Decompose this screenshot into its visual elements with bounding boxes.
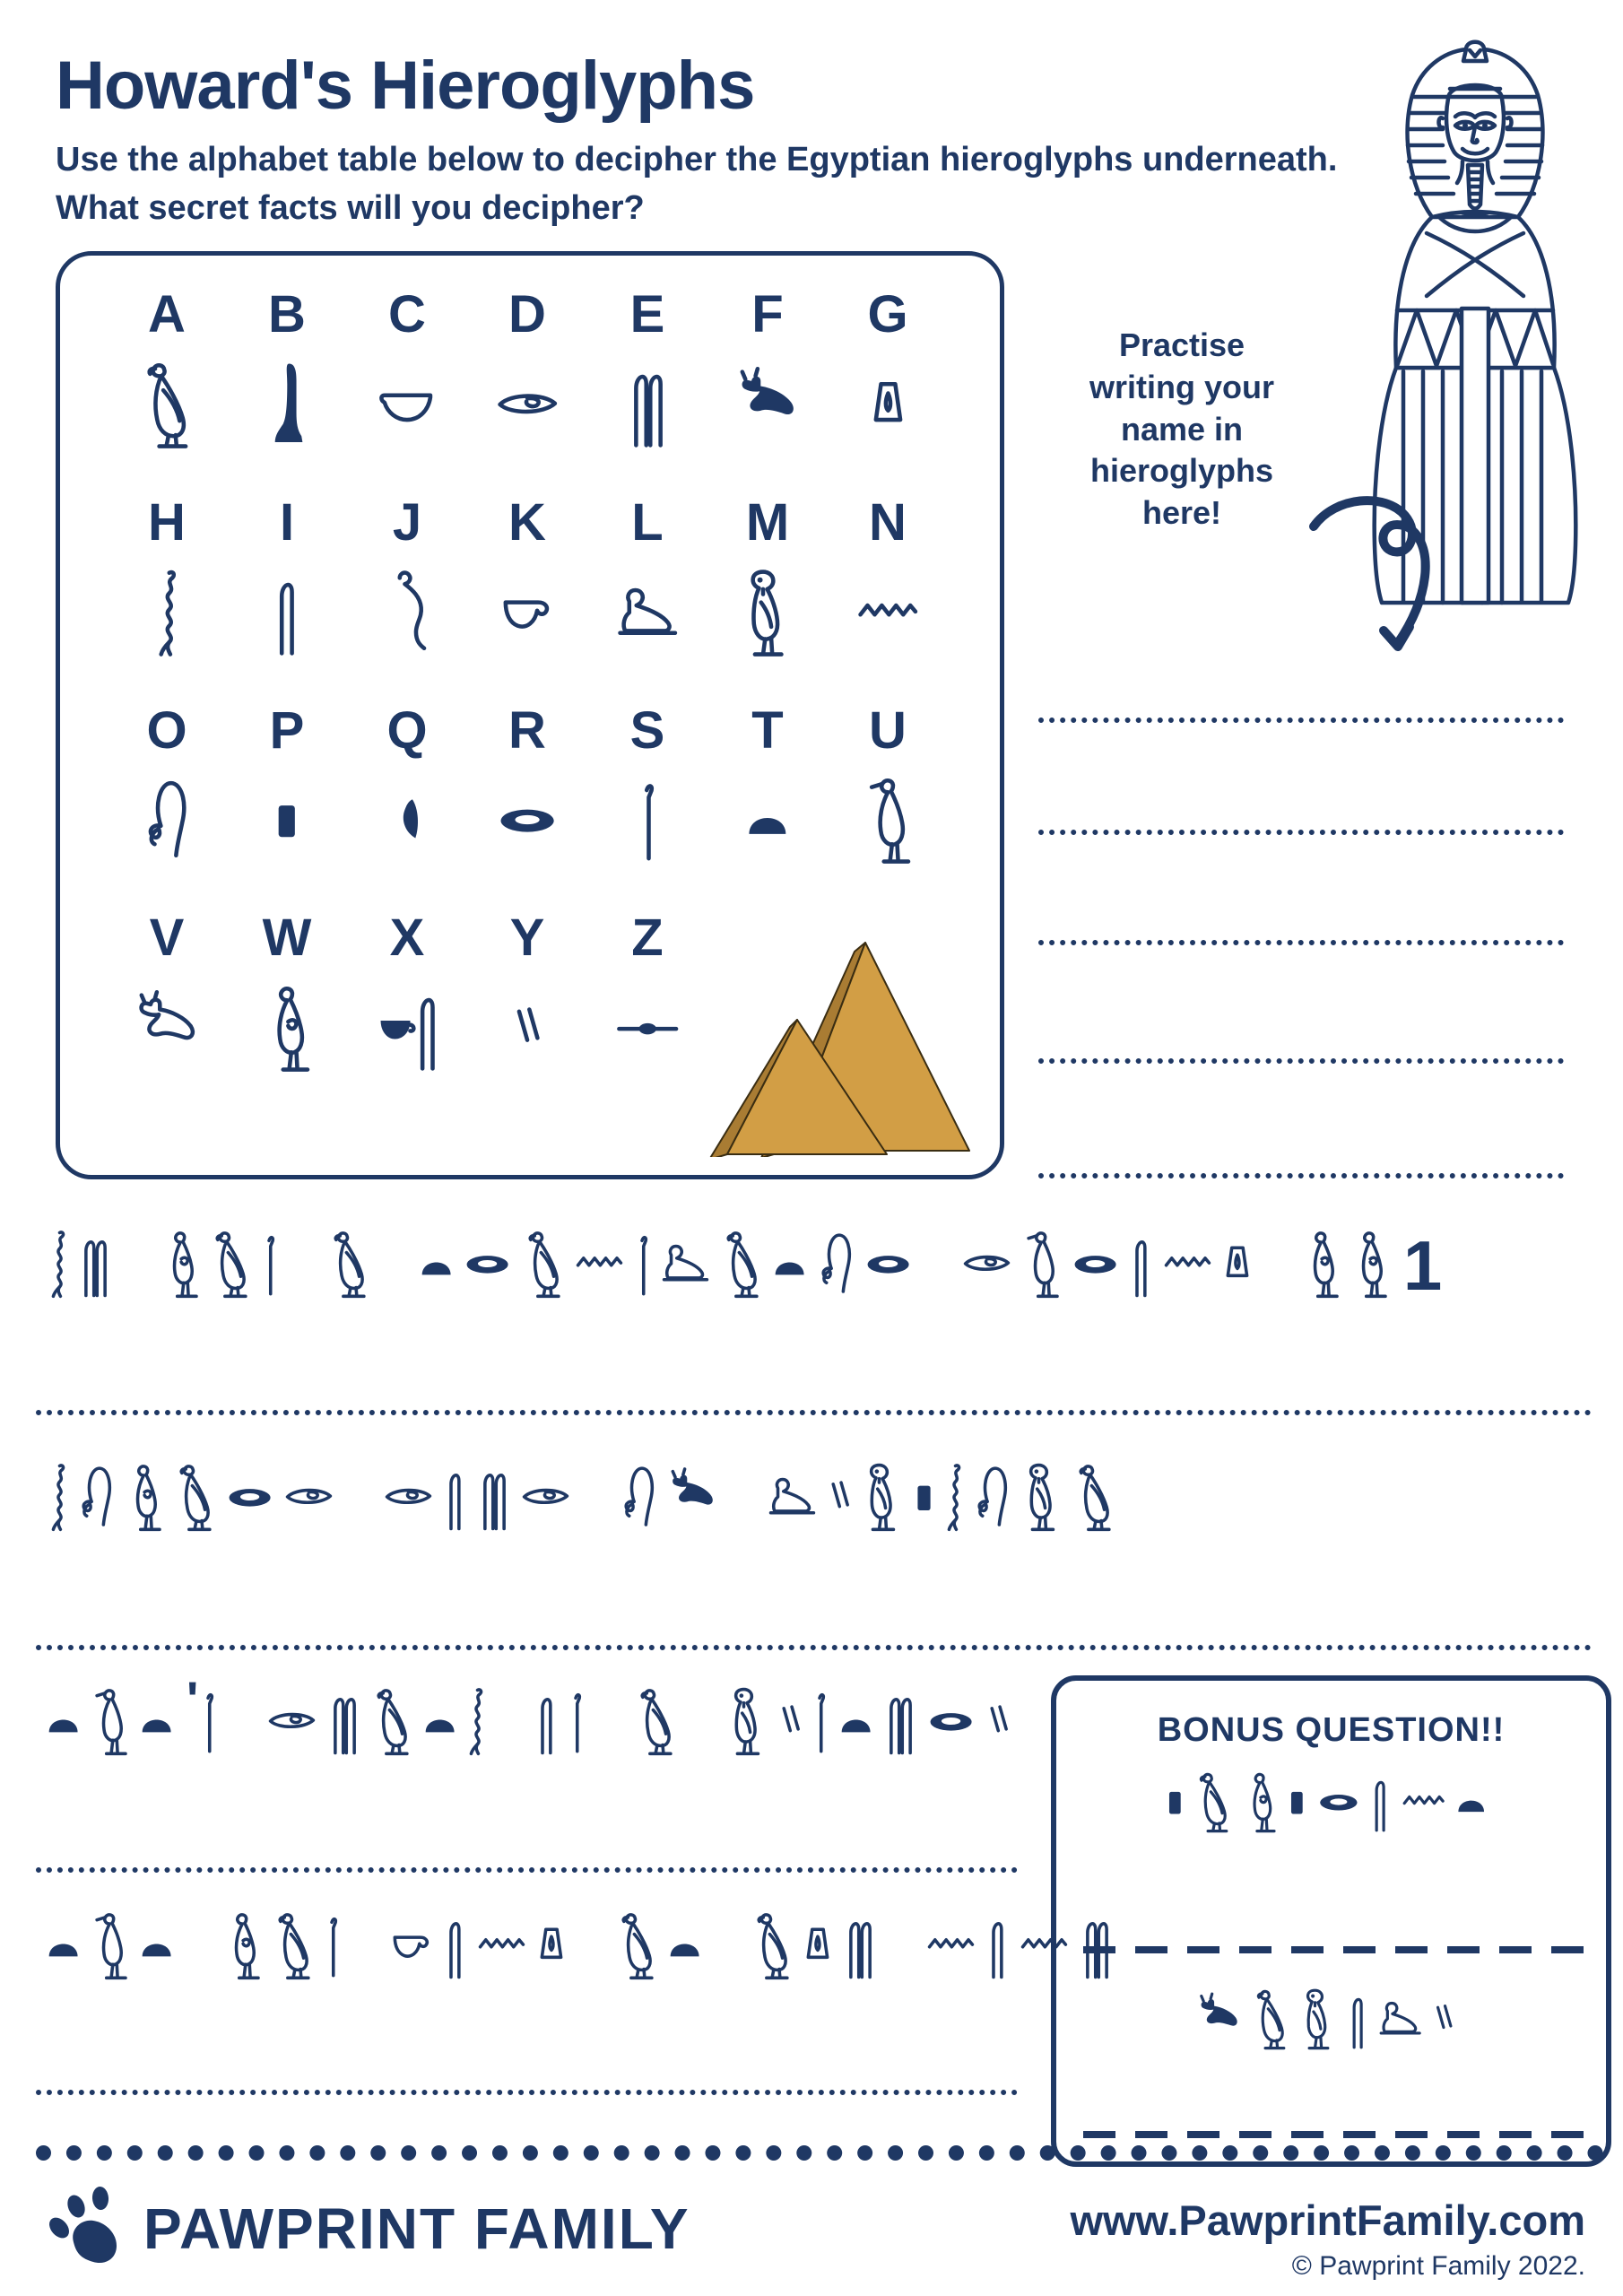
reed-hieroglyph-icon [1348,1987,1367,2050]
alphabet-letter: V [149,909,185,968]
mouth-hieroglyph-icon [497,775,558,865]
alphabet-letter: D [508,285,546,344]
loaf-hieroglyph-icon [1456,1770,1486,1833]
water-hieroglyph-icon [575,1229,624,1299]
alphabet-glyph [707,566,828,657]
alphabet-letter: K [508,492,546,552]
curved-arrow-icon [1305,489,1484,677]
alphabet-cell-Q [347,702,467,865]
answer-line-1 [36,1410,1592,1415]
reed-hieroglyph-icon [273,568,301,657]
answer-line-2 [36,1645,1592,1650]
hand-hieroglyph-icon [284,1462,334,1532]
alphabet-letter: P [269,700,305,760]
bonus-title: BONUS QUESTION!! [1157,1711,1506,1749]
mouth-hieroglyph-icon [464,1229,511,1299]
alphabet-cell-K [467,494,587,657]
copyright-text: © Pawprint Family 2022. [1291,2251,1585,2281]
name-practice-line-5 [1038,1173,1564,1178]
alphabet-letter: F [751,285,784,344]
website-url: www.PawprintFamily.com [1070,2196,1585,2244]
alphabet-glyph [467,981,587,1073]
chick-hieroglyph-icon [125,1462,163,1532]
brand-logo-text: PAWPRINT FAMILY [143,2196,690,2261]
rope-hieroglyph-icon [945,1462,963,1532]
bonus-question-box [1051,1675,1611,2167]
hand-hieroglyph-icon [267,1686,317,1756]
reed-hieroglyph-icon [444,1462,466,1532]
lion-hieroglyph-icon [616,568,679,657]
alphabet-letter: Y [509,909,545,968]
quail-hieroglyph-icon [91,1910,129,1980]
alphabet-glyph [587,358,707,449]
pyramids-illustration [704,937,973,1157]
alphabet-glyph [107,566,227,657]
vulture-hieroglyph-icon [635,1686,676,1756]
quail-hieroglyph-icon [91,1686,129,1756]
jar-stand-hieroglyph-icon [803,1910,832,1980]
loaf-hieroglyph-icon [746,775,789,865]
hieroglyph-puzzle-line-2 [49,1460,1125,1532]
instructions [56,136,1454,233]
alphabet-letter: H [148,492,186,552]
double-reed-hieroglyph-icon [327,1686,360,1756]
viper-outline-hieroglyph-icon [135,983,198,1073]
water-hieroglyph-icon [856,568,919,657]
alphabet-glyph [347,773,467,865]
bonus-hieroglyph-line-2 [1056,1984,1606,2050]
numeral-1: 1 [1402,1225,1443,1305]
alphabet-glyph [707,358,828,449]
practise-note: Practise writing your name in hieroglyphs here! [1089,326,1274,532]
alphabet-letter: L [631,492,664,552]
alphabet-letter: U [869,700,907,760]
vulture-hieroglyph-icon [1252,1987,1289,2050]
lasso-hieroglyph-icon [143,775,190,865]
double-reed-hieroglyph-icon [78,1229,111,1299]
alphabet-cell-W [227,909,347,1073]
vulture-hieroglyph-icon [140,360,193,449]
name-practice-line-4 [1038,1058,1564,1064]
hieroglyph-puzzle-line-4 [47,1909,1124,1980]
alphabet-letter: B [268,285,306,344]
alphabet-letter: G [867,285,908,344]
owl-hieroglyph-icon [1021,1462,1063,1532]
reed-hieroglyph-icon [444,1910,466,1980]
alphabet-glyph [587,773,707,865]
loaf-hieroglyph-icon [140,1910,173,1980]
owl-hieroglyph-icon [726,1686,768,1756]
strokes-hieroglyph-icon [778,1686,803,1756]
alphabet-glyph [107,358,227,449]
alphabet-cell-F [707,286,828,449]
alphabet-glyph [828,773,948,865]
lion-hieroglyph-icon [1378,1987,1422,2050]
foot-hieroglyph-icon [270,360,305,449]
alphabet-cell-H [107,494,227,657]
cloth-hieroglyph-icon [812,1686,829,1756]
bonus-answer-line-1 [1083,1946,1585,1953]
answer-line-4 [36,2090,1018,2095]
name-practice-line-1 [1038,718,1564,723]
alphabet-glyph [467,773,587,865]
lasso-hieroglyph-icon [621,1462,657,1532]
alphabet-letter: Z [631,909,664,968]
alphabet-cell-R [467,702,587,865]
lasso-hieroglyph-icon [974,1462,1011,1532]
alphabet-glyph [467,358,587,449]
strokes-hieroglyph-icon [512,983,542,1073]
hand-hieroglyph-icon [521,1462,570,1532]
bowl-reed-hieroglyph-icon [377,983,438,1073]
alphabet-glyph [347,358,467,449]
cloth-hieroglyph-icon [638,775,658,865]
alphabet-letter: S [629,700,665,760]
alphabet-glyph [587,566,707,657]
stool-hieroglyph-icon [914,1462,934,1532]
alphabet-glyph [828,566,948,657]
strokes-hieroglyph-icon [986,1686,1011,1756]
stool-hieroglyph-icon [273,775,300,865]
strokes-hieroglyph-icon [828,1462,852,1532]
alphabet-glyph [347,981,467,1073]
alphabet-cell-V [107,909,227,1073]
viper-hieroglyph-icon [668,1462,717,1532]
viper-hieroglyph-icon [736,360,799,449]
reed-hieroglyph-icon [1370,1770,1390,1833]
cloth-hieroglyph-icon [262,1229,278,1299]
alphabet-letter: J [392,492,422,552]
alphabet-row [107,702,1000,865]
alphabet-glyph [227,358,347,449]
jar-stand-hieroglyph-icon [870,360,907,449]
slope-hieroglyph-icon [391,775,423,865]
vulture-hieroglyph-icon [1194,1770,1231,1833]
rope-hieroglyph-icon [49,1462,67,1532]
vulture-hieroglyph-icon [721,1229,762,1299]
alphabet-cell-Z [587,909,707,1073]
strokes-hieroglyph-icon [1433,1987,1454,2050]
stool-hieroglyph-icon [1166,1770,1185,1833]
hieroglyph-puzzle-line-1 [49,1225,1443,1305]
chick-hieroglyph-icon [263,983,312,1073]
instructions-line-1: Use the alphabet table below to decipher the Egyptian hieroglyphs underneath. [56,141,1338,178]
rope-hieroglyph-icon [49,1229,67,1299]
alphabet-cell-N [828,494,948,657]
alphabet-letter: Q [386,700,428,760]
reed-hieroglyph-icon [535,1686,558,1756]
page-title: Howard's Hieroglyphs [56,48,755,124]
alphabet-cell-G [828,286,948,449]
cup-hieroglyph-icon [499,568,554,657]
chick-hieroglyph-icon [161,1229,200,1299]
double-reed-hieroglyph-icon [883,1686,916,1756]
alphabet-row [107,494,1000,657]
alphabet-cell-P [227,702,347,865]
alphabet-letter: M [745,492,790,552]
alphabet-cell-Y [467,909,587,1073]
alphabet-letter: R [508,700,546,760]
alphabet-letter: A [148,285,186,344]
double-reed-hieroglyph-icon [626,360,669,449]
loaf-hieroglyph-icon [839,1686,872,1756]
lasso-hieroglyph-icon [818,1229,855,1299]
alphabet-letter: X [389,909,425,968]
alphabet-glyph [227,981,347,1073]
alphabet-cell-L [587,494,707,657]
mouth-hieroglyph-icon [1317,1770,1360,1833]
alphabet-cell-M [707,494,828,657]
alphabet-cell-A [107,286,227,449]
alphabet-cell-I [227,494,347,657]
alphabet-glyph [828,358,948,449]
vulture-hieroglyph-icon [523,1229,564,1299]
cloth-hieroglyph-icon [635,1229,651,1299]
vulture-hieroglyph-icon [174,1462,215,1532]
hieroglyph-puzzle-line-3 [47,1671,1020,1756]
vulture-hieroglyph-icon [210,1229,251,1299]
bonus-answer-line-2 [1083,2131,1585,2138]
alphabet-glyph [587,981,707,1073]
instructions-line-2: What secret facts will you decipher? [56,188,645,227]
answer-line-3 [36,1867,1018,1873]
cloth-hieroglyph-icon [325,1910,341,1980]
stool-hieroglyph-icon [1288,1770,1306,1833]
vulture-hieroglyph-icon [1073,1462,1115,1532]
alphabet-letter: N [869,492,907,552]
bolt-hieroglyph-icon [616,983,679,1073]
alphabet-letter: T [751,700,784,760]
name-practice-line-3 [1038,940,1564,945]
double-reed-hieroglyph-icon [843,1910,876,1980]
quail-hieroglyph-icon [864,775,913,865]
bonus-hieroglyph-line-1 [1056,1767,1606,1833]
water-hieroglyph-icon [1163,1229,1212,1299]
water-hieroglyph-icon [477,1910,526,1980]
water-hieroglyph-icon [926,1910,976,1980]
loaf-hieroglyph-icon [668,1910,701,1980]
alphabet-table [56,251,1004,1179]
alphabet-cell-O [107,702,227,865]
jar-stand-hieroglyph-icon [537,1910,566,1980]
owl-hieroglyph-icon [741,568,794,657]
jar-stand-hieroglyph-icon [1223,1229,1252,1299]
vulture-hieroglyph-icon [371,1686,412,1756]
dotted-divider [36,2145,1603,2161]
alphabet-cell-S [587,702,707,865]
vulture-hieroglyph-icon [273,1910,314,1980]
alphabet-letter: I [279,492,295,552]
lasso-hieroglyph-icon [78,1462,115,1532]
alphabet-cell-C [347,286,467,449]
water-hieroglyph-icon [1402,1770,1445,1833]
alphabet-letter: C [388,285,426,344]
cobra-hieroglyph-icon [386,568,427,657]
alphabet-glyph [467,566,587,657]
alphabet-glyph [347,566,467,657]
cup-hieroglyph-icon [390,1910,433,1980]
bowl-hieroglyph-icon [378,360,436,449]
cloth-hieroglyph-icon [201,1686,217,1756]
chick-hieroglyph-icon [223,1910,262,1980]
hand-hieroglyph-icon [496,360,559,449]
lion-hieroglyph-icon [661,1229,710,1299]
alphabet-cell-E [587,286,707,449]
mouth-hieroglyph-icon [927,1686,975,1756]
hand-hieroglyph-icon [384,1462,433,1532]
alphabet-cell-J [347,494,467,657]
chick-hieroglyph-icon [1350,1229,1389,1299]
alphabet-glyph [227,773,347,865]
loaf-hieroglyph-icon [423,1686,456,1756]
alphabet-glyph [107,981,227,1073]
lion-hieroglyph-icon [768,1462,817,1532]
mouth-hieroglyph-icon [1072,1229,1119,1299]
chick-hieroglyph-icon [1302,1229,1341,1299]
viper-hieroglyph-icon [1197,1987,1241,2050]
reed-hieroglyph-icon [1130,1229,1152,1299]
rope-hieroglyph-icon [467,1686,485,1756]
mouth-hieroglyph-icon [864,1229,912,1299]
quail-hieroglyph-icon [1022,1229,1061,1299]
owl-hieroglyph-icon [862,1462,903,1532]
alphabet-letter: E [629,285,665,344]
apostrophe: ' [186,1671,199,1727]
loaf-hieroglyph-icon [420,1229,453,1299]
loaf-hieroglyph-icon [47,1686,80,1756]
alphabet-letter: O [146,700,187,760]
alphabet-cell-D [467,286,587,449]
alphabet-glyph [707,773,828,865]
cloth-hieroglyph-icon [568,1686,585,1756]
alphabet-glyph [227,566,347,657]
alphabet-glyph [107,773,227,865]
chick-hieroglyph-icon [1243,1770,1277,1833]
loaf-hieroglyph-icon [47,1910,80,1980]
alphabet-cell-T [707,702,828,865]
alphabet-letter: W [262,909,312,968]
name-practice-line-2 [1038,830,1564,835]
mouth-hieroglyph-icon [226,1462,273,1532]
pawprint-icon [47,2187,133,2273]
double-reed-hieroglyph-icon [477,1462,510,1532]
vulture-hieroglyph-icon [616,1910,657,1980]
hand-hieroglyph-icon [962,1229,1011,1299]
alphabet-row [107,286,1000,449]
alphabet-cell-B [227,286,347,449]
loaf-hieroglyph-icon [140,1686,173,1756]
rope-hieroglyph-icon [156,568,178,657]
alphabet-cell-X [347,909,467,1073]
loaf-hieroglyph-icon [773,1229,806,1299]
vulture-hieroglyph-icon [328,1229,369,1299]
reed-hieroglyph-icon [986,1910,1009,1980]
alphabet-cell-U [828,702,948,865]
owl-hieroglyph-icon [1299,1987,1336,2050]
vulture-hieroglyph-icon [751,1910,793,1980]
